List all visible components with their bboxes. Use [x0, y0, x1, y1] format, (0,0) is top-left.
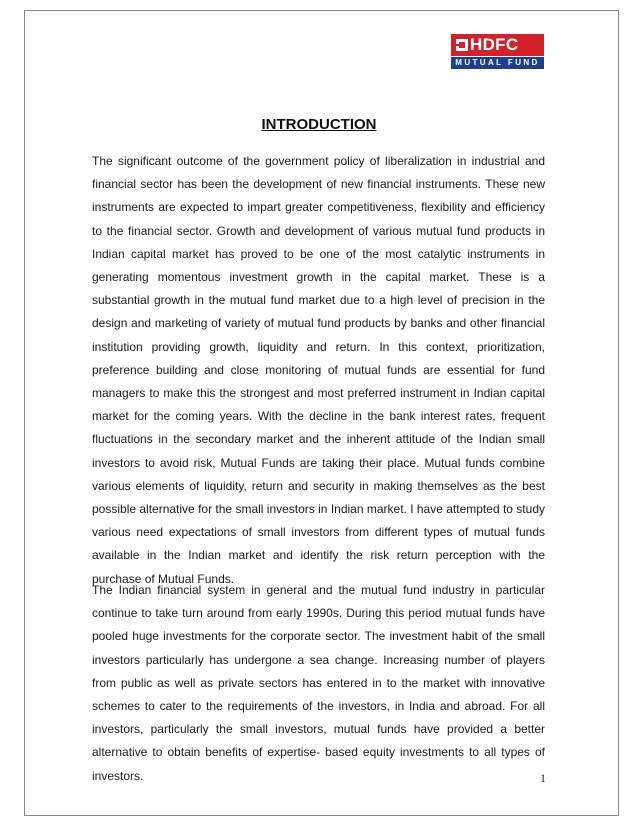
logo-subtitle: MUTUAL FUND — [451, 57, 544, 69]
page-number: 1 — [540, 771, 546, 785]
logo-brand-text: HDFC — [470, 35, 519, 54]
hdfc-logo-mark-icon — [456, 39, 468, 51]
body-paragraph-2: The Indian financial system in general and the mutual fund industry in particular continue to take turn around from early 1990s. During this period mutual funds have pooled huge investments for the corporate sector. The investment habit of the small investors particularly has undergone a sea change. Increasing number of players from public as well as private sectors has entered in to the market with innovative schemes to cater to the requirements of the investors, in India and abroad. For all investors, particularly the small investors, mutual funds have provided a better alternative to obtain benefits of expertise- based equity investments to all types of investors. — [92, 583, 545, 783]
page-title: INTRODUCTION — [261, 116, 377, 133]
logo-brand-bar — [451, 34, 544, 56]
hdfc-mutual-fund-logo — [451, 34, 544, 69]
body-paragraph-1: The significant outcome of the government policy of liberalization in industrial and financial sector has been the development of new financial instruments. These new instruments are expected to impart greater competitiveness, flexibility and efficiency to the financial sector. Growth and development of various mutual fund products in Indian capital market has proved to be one of the most catalytic instruments in generating momentous investment growth in the capital market. These is a substantial growth in the mutual fund market due to a high level of precision in the design and marketing of variety of mutual fund products by banks and other financial institution providing growth, liquidity and return. In this context, prioritization, preference building and close monitoring of mutual funds are essential for fund managers to make this the strongest and most preferred instrument in Indian capital market for the coming years. With the decline in the bank interest rates, frequent fluctuations in the secondary market and the inherent attitude of the Indian small investors to avoid risk, Mutual Funds are taking their place. Mutual funds combine various elements of liquidity, return and security in making themselves as the best possible alternative for the small investors in Indian market. I have attempted to study various need expectations of small investors from different types of mutual funds available in the Indian market and identify the risk return perception with the purchase of Mutual Funds. — [92, 154, 545, 586]
